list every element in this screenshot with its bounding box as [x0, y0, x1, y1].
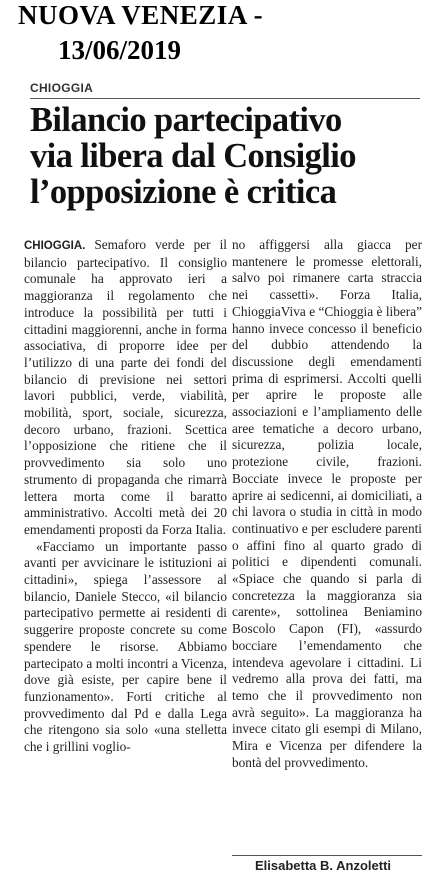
kicker-rule	[30, 98, 420, 99]
newspaper-name: NUOVA VENEZIA -	[18, 0, 264, 30]
article-headline	[30, 102, 422, 210]
publication-date: 13/06/2019	[58, 35, 182, 65]
paragraph: «Facciamo un importante passo avanti per avvicinare le istituzioni ai cittadini», spiega l’assessore al bilancio, Daniele Stecco, «il bilancio partecipativo permette ai residenti di suggerire proposte concrete su come spendere le risorse. Abbiamo partecipato a molti incontri a Vicenza, dove già esiste, per capire bene il funzionamento». Forti critiche al provvedimento dal Pd e dalla Lega che ritengono sia solo «una stelletta che i grillini voglio-	[24, 538, 227, 755]
article-column-right	[232, 237, 422, 772]
clipping-header	[0, 0, 444, 70]
paragraph-text: Semaforo verde per il bilancio partecipativo. Il consiglio comunale ha approvato ieri a maggioranza il regolamento che introduce la possibilità per tutti i cittadini maggiorenni, anche in forma associativa, di proporre idee per l’utilizzo di una parte dei fondi del bilancio di previsione nei settori lavori pubblici, verde, viabilità, mobilità, sport, sociale, sicurezza, decoro urbano, frazioni. Scettica l’opposizione che ritiene che il provvedimento sia solo uno strumento di propaganda che rimarrà lettera morta come il baratto amministrativo. Accolti metà dei 20 emendamenti proposti da Forza Italia.	[24, 237, 227, 537]
author-signature: Elisabetta B. Anzoletti	[255, 858, 392, 873]
headline-line: via libera dal Consiglio	[30, 137, 356, 175]
paragraph: no affiggersi alla giacca per mantenere le promesse elettorali, salvo poi rimanere carta straccia nei cassetti». Forza Italia, ChioggiaViva e “Chioggia è libera” hanno invece concesso il beneficio del dubbio attendendo la discussione degli emendamenti prima di esprimersi. Accolti quelli per aprire le proposte alle associazioni e l’ampliamento delle aree tematiche a decoro urbano, sicurezza, polizia locale, protezione civile, frazioni. Bocciate invece le proposte per aprire ai sedicenni, ai domiciliati, a chi lavora o studia in città in modo continuativo e per escludere parenti o affini fino al quarto grado di politici e dipendenti comunali. «Spiace che quando si parla di concretezza la maggioranza sia carente», sottolinea Beniamino Boscolo Capon (FI), «assurdo bocciare l’emendamento che intendeva agevolare i cittadini. Li vedremo alla prova dei fatti, ma temo che il provvedimento non avrà seguito». La maggioranza ha invece citato gli esempi di Milano, Mira e Vicenza per difendere la bontà del provvedimento.	[232, 237, 422, 770]
dateline-city: CHIOGGIA.	[24, 240, 86, 252]
article-column-left	[24, 237, 227, 756]
signature-rule	[232, 855, 422, 856]
headline-line: Bilancio partecipativo	[30, 101, 342, 139]
section-kicker: CHIOGGIA	[30, 81, 94, 95]
headline-line: l’opposizione è critica	[30, 173, 337, 211]
paragraph	[24, 237, 227, 539]
